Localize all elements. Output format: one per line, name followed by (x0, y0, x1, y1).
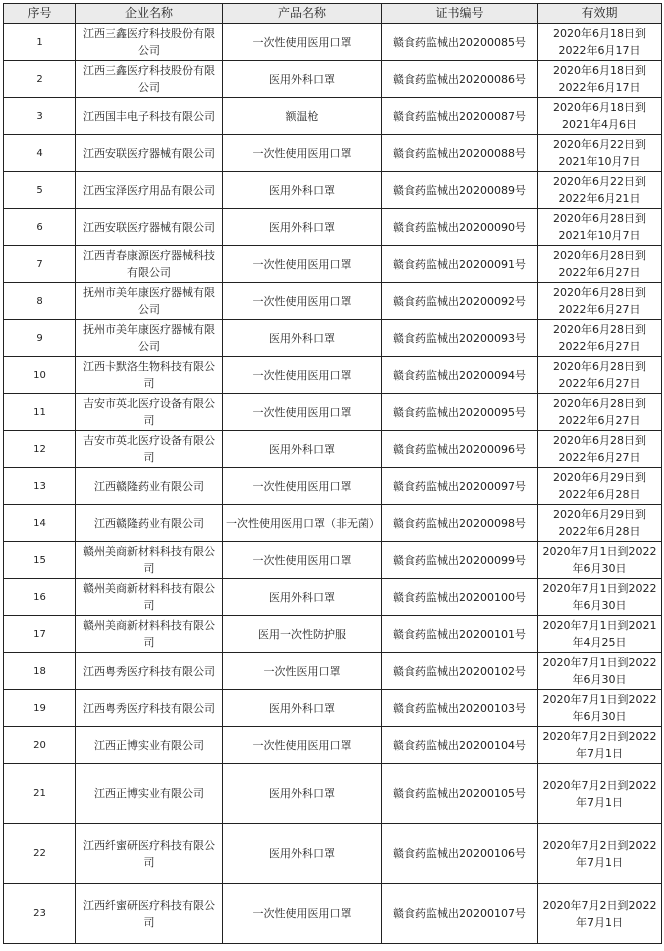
cell-no: 21 (4, 764, 76, 824)
cell-validity: 2020年6月28日到2022年6月27日 (538, 357, 662, 394)
cell-company: 江西安联医疗器械有限公司 (76, 209, 223, 246)
cell-product: 一次性使用医用口罩 (223, 283, 382, 320)
cell-company: 江西纤蜜研医疗科技有限公司 (76, 824, 223, 884)
cell-cert: 赣食药监械出20200088号 (382, 135, 538, 172)
cell-product: 一次性使用医用口罩 (223, 727, 382, 764)
cell-cert: 赣食药监械出20200106号 (382, 824, 538, 884)
table-row (4, 394, 662, 431)
cell-validity: 2020年7月1日到2022年6月30日 (538, 653, 662, 690)
table-row (4, 579, 662, 616)
cell-validity: 2020年6月22日到2022年6月21日 (538, 172, 662, 209)
header-product: 产品名称 (223, 4, 382, 24)
cell-cert: 赣食药监械出20200087号 (382, 98, 538, 135)
header-validity: 有效期 (538, 4, 662, 24)
cell-product: 一次性使用医用口罩 (223, 357, 382, 394)
cell-cert: 赣食药监械出20200097号 (382, 468, 538, 505)
cell-product: 一次性使用医用口罩 (223, 468, 382, 505)
header-row (4, 4, 662, 24)
cell-validity: 2020年6月28日到2021年10月7日 (538, 209, 662, 246)
cell-validity: 2020年6月28日到2022年6月27日 (538, 431, 662, 468)
cell-cert: 赣食药监械出20200100号 (382, 579, 538, 616)
cell-product: 医用外科口罩 (223, 172, 382, 209)
cell-cert: 赣食药监械出20200105号 (382, 764, 538, 824)
cell-validity: 2020年7月2日到2022年7月1日 (538, 727, 662, 764)
cell-cert: 赣食药监械出20200089号 (382, 172, 538, 209)
table-row (4, 468, 662, 505)
cell-product: 一次性使用医用口罩 (223, 135, 382, 172)
cell-validity: 2020年6月18日到2022年6月17日 (538, 61, 662, 98)
cell-company: 江西宝泽医疗用品有限公司 (76, 172, 223, 209)
cell-no: 11 (4, 394, 76, 431)
cell-company: 江西粤秀医疗科技有限公司 (76, 653, 223, 690)
cell-company: 江西正博实业有限公司 (76, 727, 223, 764)
cell-company: 江西正博实业有限公司 (76, 764, 223, 824)
cell-company: 江西安联医疗器械有限公司 (76, 135, 223, 172)
cell-no: 6 (4, 209, 76, 246)
table-row (4, 172, 662, 209)
cell-cert: 赣食药监械出20200096号 (382, 431, 538, 468)
cell-no: 10 (4, 357, 76, 394)
cell-company: 江西青春康源医疗器械科技有限公司 (76, 246, 223, 283)
table-row (4, 209, 662, 246)
cell-no: 22 (4, 824, 76, 884)
table-row (4, 61, 662, 98)
cell-product: 医用外科口罩 (223, 320, 382, 357)
cell-product: 医用外科口罩 (223, 690, 382, 727)
cell-company: 赣州美商新材料科技有限公司 (76, 579, 223, 616)
table-row (4, 616, 662, 653)
table-body (4, 24, 662, 944)
cell-product: 医用外科口罩 (223, 209, 382, 246)
cell-validity: 2020年6月28日到2022年6月27日 (538, 320, 662, 357)
table-row (4, 542, 662, 579)
cell-no: 13 (4, 468, 76, 505)
cell-no: 5 (4, 172, 76, 209)
cell-validity: 2020年7月2日到2022年7月1日 (538, 824, 662, 884)
cell-company: 赣州美商新材料科技有限公司 (76, 542, 223, 579)
cell-company: 赣州美商新材料科技有限公司 (76, 616, 223, 653)
cell-product: 一次性使用医用口罩 (223, 24, 382, 61)
cell-company: 江西三鑫医疗科技股份有限公司 (76, 61, 223, 98)
cell-cert: 赣食药监械出20200086号 (382, 61, 538, 98)
cell-product: 额温枪 (223, 98, 382, 135)
cell-validity: 2020年7月1日到2022年6月30日 (538, 690, 662, 727)
cell-company: 抚州市美年康医疗器械有限公司 (76, 283, 223, 320)
cell-no: 7 (4, 246, 76, 283)
license-table (3, 3, 662, 944)
cell-product: 一次性使用医用口罩 (223, 542, 382, 579)
header-no: 序号 (4, 4, 76, 24)
table-row (4, 764, 662, 824)
table-row (4, 431, 662, 468)
cell-product: 一次性使用医用口罩 (223, 394, 382, 431)
cell-no: 16 (4, 579, 76, 616)
cell-no: 23 (4, 884, 76, 944)
cell-no: 17 (4, 616, 76, 653)
cell-company: 吉安市英北医疗设备有限公司 (76, 431, 223, 468)
cell-no: 3 (4, 98, 76, 135)
table-row (4, 357, 662, 394)
cell-no: 14 (4, 505, 76, 542)
cell-company: 江西赣隆药业有限公司 (76, 505, 223, 542)
table-row (4, 283, 662, 320)
cell-validity: 2020年6月29日到2022年6月28日 (538, 468, 662, 505)
cell-validity: 2020年7月1日到2021年4月25日 (538, 616, 662, 653)
cell-validity: 2020年7月1日到2022年6月30日 (538, 542, 662, 579)
cell-validity: 2020年7月2日到2022年7月1日 (538, 884, 662, 944)
cell-cert: 赣食药监械出20200091号 (382, 246, 538, 283)
header-cert: 证书编号 (382, 4, 538, 24)
cell-company: 江西卡默洛生物科技有限公司 (76, 357, 223, 394)
cell-no: 12 (4, 431, 76, 468)
cell-cert: 赣食药监械出20200090号 (382, 209, 538, 246)
cell-company: 江西纤蜜研医疗科技有限公司 (76, 884, 223, 944)
cell-no: 1 (4, 24, 76, 61)
cell-cert: 赣食药监械出20200101号 (382, 616, 538, 653)
cell-validity: 2020年6月18日到2021年4月6日 (538, 98, 662, 135)
cell-product: 医用外科口罩 (223, 764, 382, 824)
cell-cert: 赣食药监械出20200085号 (382, 24, 538, 61)
cell-product: 一次性使用医用口罩 (223, 884, 382, 944)
cell-no: 18 (4, 653, 76, 690)
table-row (4, 884, 662, 944)
cell-cert: 赣食药监械出20200099号 (382, 542, 538, 579)
cell-product: 医用外科口罩 (223, 824, 382, 884)
cell-validity: 2020年6月28日到2022年6月27日 (538, 283, 662, 320)
cell-product: 一次性使用医用口罩（非无菌） (223, 505, 382, 542)
table-row (4, 653, 662, 690)
table-row (4, 24, 662, 61)
cell-product: 医用一次性防护服 (223, 616, 382, 653)
cell-no: 19 (4, 690, 76, 727)
table-row (4, 505, 662, 542)
cell-validity: 2020年6月18日到2022年6月17日 (538, 24, 662, 61)
cell-cert: 赣食药监械出20200093号 (382, 320, 538, 357)
cell-cert: 赣食药监械出20200103号 (382, 690, 538, 727)
cell-no: 4 (4, 135, 76, 172)
cell-company: 江西国丰电子科技有限公司 (76, 98, 223, 135)
table-row (4, 690, 662, 727)
cell-no: 15 (4, 542, 76, 579)
cell-company: 江西三鑫医疗科技股份有限公司 (76, 24, 223, 61)
cell-product: 医用外科口罩 (223, 431, 382, 468)
cell-product: 一次性使用医用口罩 (223, 246, 382, 283)
cell-no: 2 (4, 61, 76, 98)
cell-validity: 2020年6月28日到2022年6月27日 (538, 246, 662, 283)
table-row (4, 320, 662, 357)
cell-cert: 赣食药监械出20200098号 (382, 505, 538, 542)
cell-no: 9 (4, 320, 76, 357)
cell-validity: 2020年6月29日到2022年6月28日 (538, 505, 662, 542)
cell-cert: 赣食药监械出20200102号 (382, 653, 538, 690)
cell-product: 医用外科口罩 (223, 579, 382, 616)
cell-company: 抚州市美年康医疗器械有限公司 (76, 320, 223, 357)
table-row (4, 727, 662, 764)
table-row (4, 824, 662, 884)
cell-cert: 赣食药监械出20200104号 (382, 727, 538, 764)
cell-no: 20 (4, 727, 76, 764)
cell-validity: 2020年6月28日到2022年6月27日 (538, 394, 662, 431)
header-company: 企业名称 (76, 4, 223, 24)
cell-cert: 赣食药监械出20200107号 (382, 884, 538, 944)
cell-validity: 2020年7月2日到2022年7月1日 (538, 764, 662, 824)
table-header (4, 4, 662, 24)
table-row (4, 246, 662, 283)
cell-company: 江西粤秀医疗科技有限公司 (76, 690, 223, 727)
cell-cert: 赣食药监械出20200094号 (382, 357, 538, 394)
cell-product: 医用外科口罩 (223, 61, 382, 98)
table-row (4, 135, 662, 172)
cell-cert: 赣食药监械出20200095号 (382, 394, 538, 431)
cell-no: 8 (4, 283, 76, 320)
cell-validity: 2020年7月1日到2022年6月30日 (538, 579, 662, 616)
cell-product: 一次性医用口罩 (223, 653, 382, 690)
cell-validity: 2020年6月22日到2021年10月7日 (538, 135, 662, 172)
table-row (4, 98, 662, 135)
cell-company: 吉安市英北医疗设备有限公司 (76, 394, 223, 431)
cell-cert: 赣食药监械出20200092号 (382, 283, 538, 320)
cell-company: 江西赣隆药业有限公司 (76, 468, 223, 505)
